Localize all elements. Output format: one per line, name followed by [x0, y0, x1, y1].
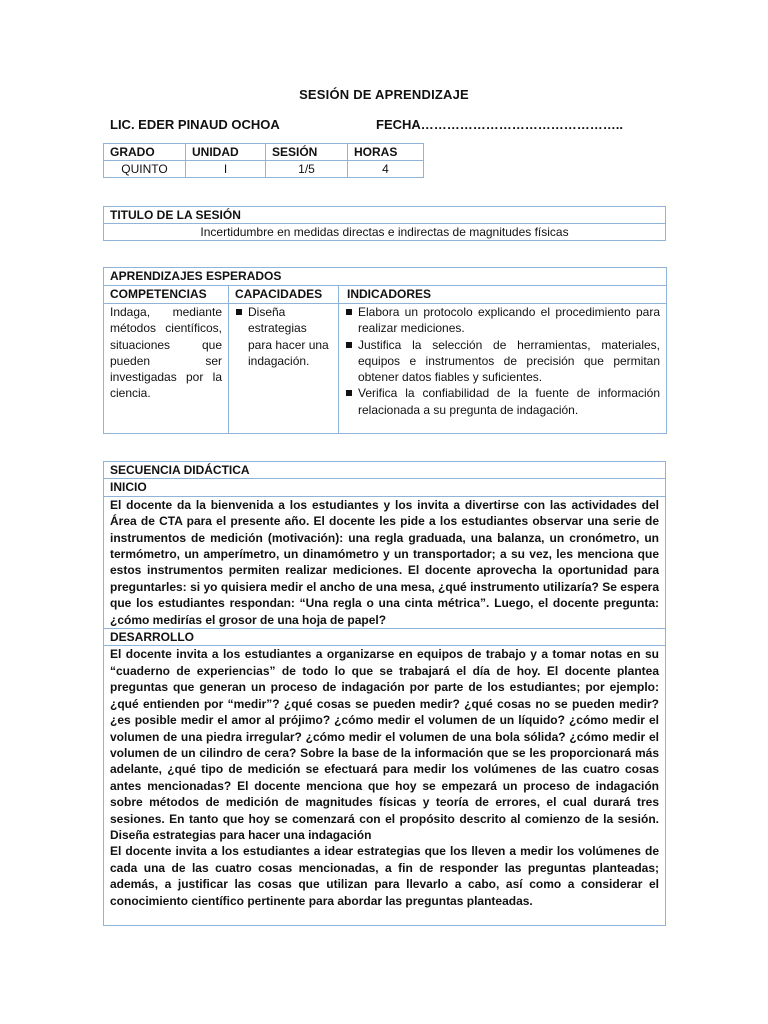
inicio-label: INICIO: [104, 479, 666, 496]
date-field: FECHA………………………………………..: [376, 117, 623, 132]
competencias-header: COMPETENCIAS: [104, 286, 229, 304]
session-title-label: TITULO DE LA SESIÓN: [104, 207, 666, 224]
session-title-value: Incertidumbre en medidas directas e indirectas de magnitudes físicas: [104, 224, 666, 241]
indicador-item: Verifica la confiabilidad de la fuente de información relacionada a su pregunta de indagación.: [345, 385, 660, 418]
desarrollo-text-2: El docente invita a los estudiantes a idear estrategias que los lleven a medir los volúmenes de cada una de las cuatro cosas mencionadas, a fin de responder las preguntas planteadas; además, a justificar las cosas que utilizan para llevarlo a cabo, así como a considerar el conocimiento científico pertinente para abordar las preguntas planteadas.: [110, 844, 659, 908]
desarrollo-label: DESARROLLO: [104, 629, 666, 646]
capacidad-cell: [229, 304, 339, 434]
hours-header: HORAS: [348, 144, 424, 161]
author-name: LIC. EDER PINAUD OCHOA: [110, 117, 280, 132]
grade-header: GRADO: [104, 144, 186, 161]
desarrollo-text-1: El docente invita a los estudiantes a organizarse en equipos de trabajo y a tomar notas en su “cuaderno de experiencias” de todo lo que se trabajará el día de hoy. El docente plantea preguntas que generan un proceso de indagación por parte de los estudiantes; por ejemplo: ¿qué entienden por “medir”? ¿qué cosas se pueden medir? ¿qué cosas no se pueden medir? ¿es posible medir el amor al prójimo? ¿cómo medir el volumen de un líquido? ¿cómo medir el volumen de una piedra irregular? ¿cómo medir el volumen de una bola sólida? ¿cómo medir el volumen de un cilindro de cera? Sobre la base de la información que se les proporcionará más adelante, ¿qué tipo de medición se efectuará para medir los volúmenes de las cuatro cosas antes mencionadas? El docente menciona que hoy se empezará un proceso de indagación sobre métodos de medición de magnitudes físicas y teoría de errores, el cual durará tres sesiones. En tanto que hoy se comenzará con el propósito descrito al comienzo de la sesión. Diseña estrategias para hacer una indagación: [110, 647, 659, 842]
indicador-item: Justifica la selección de herramientas, materiales, equipos e instrumentos de precisión que permitan obtener datos fiables y suficientes.: [345, 337, 660, 386]
secuencia-table: [103, 461, 666, 926]
desarrollo-cell: [104, 646, 666, 926]
aprendizajes-table: [103, 267, 667, 434]
aprendizajes-label: APRENDIZAJES ESPERADOS: [104, 268, 667, 286]
competencia-text: Indaga, mediante métodos científicos, situaciones que pueden ser investigadas por la ciencia.: [104, 304, 229, 434]
grade-value: QUINTO: [104, 161, 186, 178]
session-header: SESIÓN: [266, 144, 348, 161]
indicadores-cell: [339, 304, 667, 434]
capacidades-header: CAPACIDADES: [229, 286, 339, 304]
unit-header: UNIDAD: [186, 144, 266, 161]
page-title: SESIÓN DE APRENDIZAJE: [299, 87, 469, 102]
session-value: 1/5: [266, 161, 348, 178]
capacidad-item: Diseña estrategias para hacer una indagación.: [235, 304, 332, 369]
hours-value: 4: [348, 161, 424, 178]
grade-table: [103, 143, 424, 178]
indicador-item: Elabora un protocolo explicando el procedimiento para realizar mediciones.: [345, 304, 660, 337]
session-title-table: [103, 206, 666, 241]
indicadores-header: INDICADORES: [339, 286, 667, 304]
inicio-text: El docente da la bienvenida a los estudiantes y los invita a divertirse con las actividades del Área de CTA para el presente año. El docente les pide a los estudiantes observar una serie de instrumentos de medición (motivación): una regla graduada, una balanza, un cronómetro, un termómetro, un amperímetro, un dinamómetro y un transportador; a su vez, les menciona que estos instrumentos permiten realizar mediciones. El docente aprovecha la oportunidad para preguntarles: si yo quisiera medir el ancho de una mesa, ¿qué instrumento utilizaría? Se espera que los estudiantes respondan: “Una regla o una cinta métrica”. Luego, el docente pregunta: ¿cómo medirías el grosor de una hoja de papel?: [104, 496, 666, 628]
secuencia-label: SECUENCIA DIDÁCTICA: [104, 462, 666, 479]
unit-value: I: [186, 161, 266, 178]
